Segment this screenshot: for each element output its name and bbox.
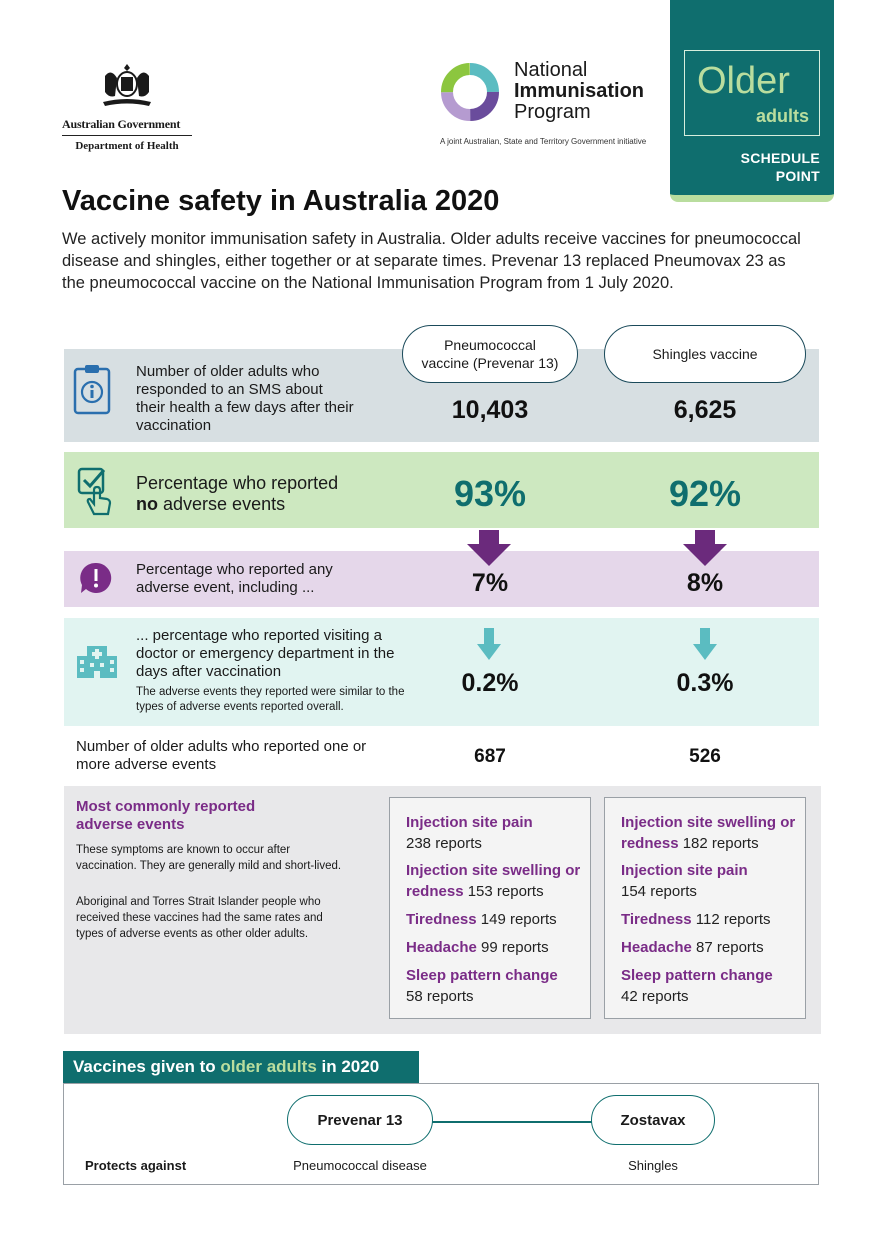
responded-label: Number of older adults who responded to an SMS about their health a few days after their vaccination xyxy=(136,363,354,434)
responded-value-pneumococcal: 10,403 xyxy=(451,396,529,424)
no-adverse-value-shingles: 92% xyxy=(668,473,742,514)
vac-head-post: in 2020 xyxy=(321,1057,380,1076)
adverse-text-2: Aboriginal and Torres Strait Islander people who received these vaccines had the same rates and types of adverse events as other older adults. xyxy=(76,896,323,940)
ae-name: Sleep pattern change xyxy=(621,967,773,984)
government-name: Australian Government xyxy=(62,117,192,136)
list-item xyxy=(621,937,801,958)
arrow-down-small-icon xyxy=(477,628,501,660)
no-adverse-label xyxy=(136,473,396,515)
ae-name: Injection site pain xyxy=(621,862,748,879)
adverse-card-shingles xyxy=(604,797,806,1019)
tag-schedule: SCHEDULE xyxy=(740,150,820,166)
clipboard-info-icon xyxy=(73,363,111,415)
coat-of-arms-icon xyxy=(95,62,159,108)
adverse-card-pneumococcal xyxy=(389,797,591,1019)
vaccine-pill-prevenar: Prevenar 13 xyxy=(287,1095,433,1145)
nip-logo xyxy=(438,60,663,150)
disease-pneumococcal: Pneumococcal disease xyxy=(293,1158,427,1173)
list-item xyxy=(621,860,801,902)
any-adverse-label: Percentage who reported any adverse event, including ... xyxy=(136,561,333,596)
department-name: Department of Health xyxy=(75,140,179,152)
protects-against-label: Protects against xyxy=(85,1158,187,1173)
list-item xyxy=(406,812,586,854)
column-header-pneumococcal xyxy=(402,325,578,383)
no-adverse-value-pneumococcal: 93% xyxy=(453,473,527,514)
ae-count: 58 reports xyxy=(406,988,474,1005)
any-adverse-value-shingles: 8% xyxy=(686,569,724,597)
any-adverse-value-pneumococcal: 7% xyxy=(471,569,509,597)
arrow-down-icon xyxy=(683,530,727,566)
adverse-count-label: Number of older adults who reported one or more adverse events xyxy=(76,738,367,773)
australian-government-logo xyxy=(62,62,192,152)
vaccine-pill-zostavax: Zostavax xyxy=(591,1095,715,1145)
older-adults-tag xyxy=(670,0,834,202)
tag-point: POINT xyxy=(775,168,820,184)
connector-line xyxy=(432,1121,592,1123)
ae-count: 149 reports xyxy=(480,911,557,928)
list-item xyxy=(406,937,586,958)
column-header-shingles: Shingles vaccine xyxy=(604,325,806,383)
nip-tagline: A joint Australian, State and Territory Government initiative xyxy=(440,137,647,146)
nip-ring-icon xyxy=(440,62,500,122)
vac-head-highlight: older adults xyxy=(220,1057,317,1076)
doctor-visit-value-pneumococcal: 0.2% xyxy=(461,669,519,697)
alert-bubble-icon xyxy=(79,561,113,595)
col1-line1: Pneumococcal xyxy=(444,337,536,353)
adverse-count-shingles: 526 xyxy=(689,746,721,767)
responded-value-shingles: 6,625 xyxy=(673,396,737,424)
arrow-down-small-icon xyxy=(693,628,717,660)
tag-adults: adults xyxy=(755,106,809,126)
list-item xyxy=(621,812,801,854)
adverse-count-pneumococcal: 687 xyxy=(474,746,506,767)
col1-line2: vaccine (Prevenar 13) xyxy=(421,355,559,371)
tag-older: Older xyxy=(697,60,790,102)
adverse-events-title xyxy=(76,798,255,834)
ae-name: Tiredness xyxy=(406,911,477,928)
no-adverse-label-post: adverse events xyxy=(163,494,286,514)
ae-count: 42 reports xyxy=(621,988,689,1005)
ae-count: 112 reports xyxy=(695,911,771,928)
doctor-visit-value-shingles: 0.3% xyxy=(676,669,734,697)
ae-name: Injection site pain xyxy=(406,814,533,831)
list-item xyxy=(406,909,586,930)
doctor-visit-label: ... percentage who reported visiting a doctor or emergency department in the days after vaccination xyxy=(136,627,395,680)
ae-name: Headache xyxy=(621,939,692,956)
page-title: Vaccine safety in Australia 2020 xyxy=(62,185,500,217)
adverse-text-1: These symptoms are known to occur after vaccination. They are generally mild and short-lived. xyxy=(76,844,342,872)
adverse-title-line2: adverse events xyxy=(76,816,185,833)
list-item xyxy=(406,965,586,1007)
tag-box xyxy=(684,50,820,136)
schedule-point-label xyxy=(741,149,820,185)
ae-count: 99 reports xyxy=(481,939,549,956)
checkbox-hand-icon xyxy=(76,466,116,518)
nip-title-line3: Program xyxy=(514,101,591,123)
no-adverse-label-bold: no xyxy=(136,494,158,514)
list-item xyxy=(406,860,586,902)
no-adverse-label-pre: Percentage who reported xyxy=(136,473,339,493)
arrow-down-icon xyxy=(467,530,511,566)
hospital-icon xyxy=(77,640,117,678)
ae-name: Sleep pattern change xyxy=(406,967,558,984)
nip-title-line2: Immunisation xyxy=(514,80,645,102)
ae-name: Headache xyxy=(406,939,477,956)
ae-name: Injection site swelling or redness xyxy=(621,814,796,852)
intro-paragraph: We actively monitor immunisation safety in Australia. Older adults receive vaccines for pneumococcal disease and shingles, either together or at separate times. Prevenar 13 replaced Pneumovax 23 as the pneumococcal vaccine on the National Immunisation Program from 1 July 2020. xyxy=(62,230,801,292)
ae-count: 154 reports xyxy=(621,883,697,900)
disease-shingles: Shingles xyxy=(628,1158,678,1173)
ae-name: Injection site swelling or redness xyxy=(406,862,581,900)
ae-count: 153 reports xyxy=(467,883,544,900)
vac-head-pre: Vaccines given to xyxy=(73,1057,216,1076)
list-item xyxy=(621,909,801,930)
list-item xyxy=(621,965,801,1007)
ae-count: 87 reports xyxy=(696,939,764,956)
adverse-title-line1: Most commonly reported xyxy=(76,798,256,815)
ae-name: Tiredness xyxy=(621,911,692,928)
nip-title-line1: National xyxy=(514,59,588,81)
ae-count: 182 reports xyxy=(682,835,759,852)
vaccines-given-heading xyxy=(63,1051,419,1083)
ae-count: 238 reports xyxy=(406,835,482,852)
doctor-visit-note: The adverse events they reported were similar to the types of adverse events reported overall. xyxy=(136,686,405,713)
